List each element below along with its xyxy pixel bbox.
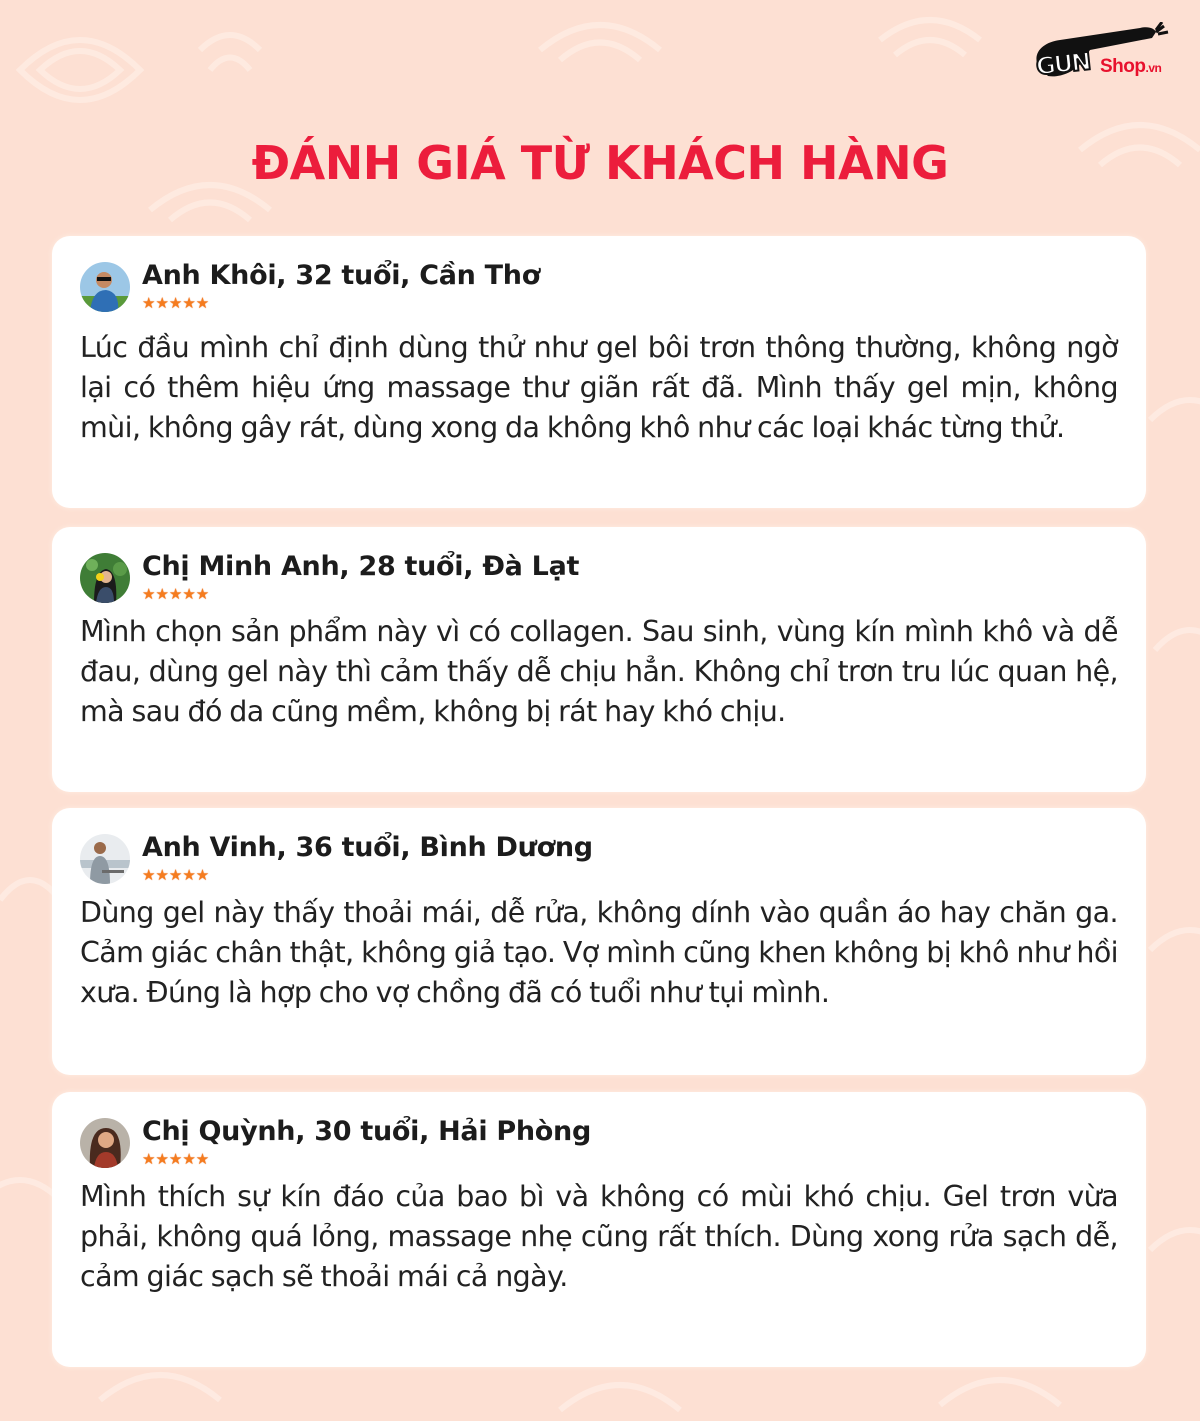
star-icon: ★★★★★ [142, 294, 210, 312]
logo-mark: GUN [1034, 47, 1091, 81]
user-avatar-icon [80, 553, 130, 603]
review-text: Mình chọn sản phẩm này vì có collagen. Sau sinh, vùng kín mình khô và dễ đau, dùng gel này thì cảm thấy dễ chịu hẳn. Không chỉ trơn tru lúc quan hệ, mà sau đó da cũng mềm, không bị rát hay khó chịu. [80, 615, 1118, 728]
review-card [52, 236, 1146, 508]
logo-text [1100, 56, 1161, 78]
user-avatar-icon [80, 1118, 130, 1168]
review-card [52, 527, 1146, 792]
reviewer-name: Chị Minh Anh, 28 tuổi, Đà Lạt [142, 551, 580, 582]
rating-stars [142, 1152, 209, 1167]
reviewer-name: Anh Vinh, 36 tuổi, Bình Dương [142, 832, 593, 863]
reviewer-name: Anh Khôi, 32 tuổi, Cần Thơ [142, 260, 540, 291]
user-avatar-icon [80, 834, 130, 884]
review-text: Dùng gel này thấy thoải mái, dễ rửa, không dính vào quần áo hay chăn ga. Cảm giác chân thật, không giả tạo. Vợ mình cũng khen không bị khô như hồi xưa. Đúng là hợp cho vợ chồng đã có tuổi như tụi mình. [80, 896, 1118, 1009]
review-text: Lúc đầu mình chỉ định dùng thử như gel bôi trơn thông thường, không ngờ lại có thêm hiệu ứng massage thư giãn rất đã. Mình thấy gel mịn, không mùi, không gây rát, dùng xong da không khô như các loại khác từng thử. [80, 331, 1118, 444]
star-icon: ★★★★★ [142, 1150, 210, 1168]
logo-tld: .vn [1145, 61, 1162, 75]
user-avatar-icon [80, 262, 130, 312]
rating-stars [142, 587, 209, 602]
rating-stars [142, 296, 209, 311]
review-card [52, 808, 1146, 1075]
star-icon: ★★★★★ [142, 585, 210, 603]
review-text: Mình thích sự kín đáo của bao bì và không có mùi khó chịu. Gel trơn vừa phải, không quá lỏng, massage nhẹ cũng rất thích. Dùng xong rửa sạch dễ, cảm giác sạch sẽ thoải mái cả ngày. [80, 1180, 1118, 1293]
page-title: ĐÁNH GIÁ TỪ KHÁCH HÀNG [251, 136, 949, 190]
logo-text-main: Shop [1100, 56, 1146, 77]
brand-logo[interactable] [1030, 22, 1190, 88]
rating-stars [142, 868, 209, 883]
reviewer-name: Chị Quỳnh, 30 tuổi, Hải Phòng [142, 1116, 592, 1147]
star-icon: ★★★★★ [142, 866, 210, 884]
review-card [52, 1092, 1146, 1367]
